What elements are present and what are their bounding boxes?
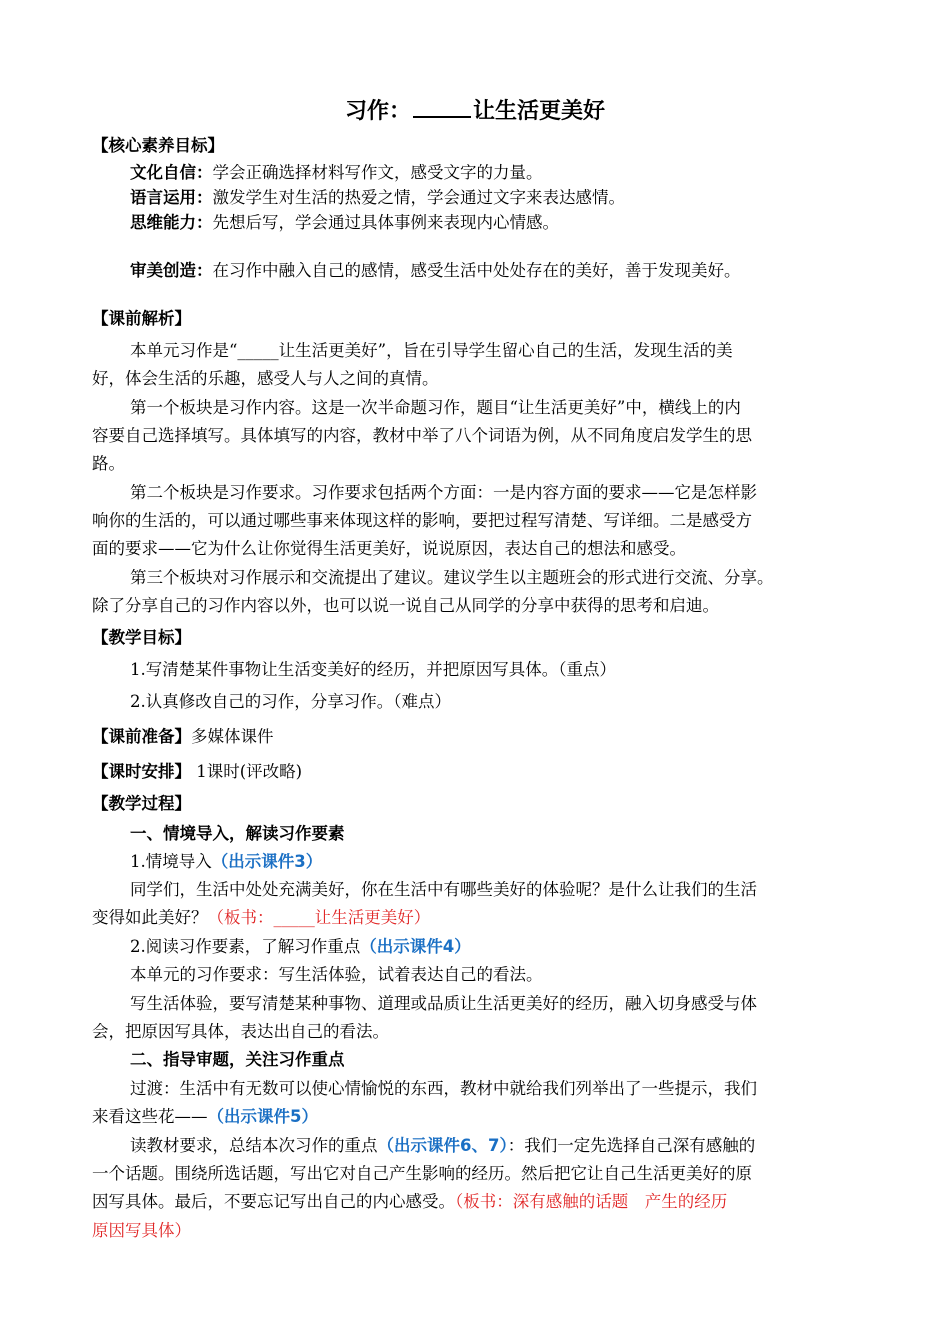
analysis-line: 第二个板块是习作要求。习作要求包括两个方面：一是内容方面的要求——它是怎样影 bbox=[130, 483, 757, 502]
analysis-line: 除了分享自己的习作内容以外，也可以说一说自己从同学的分享中获得的思考和启迪。 bbox=[92, 596, 719, 615]
body-line: 过渡：生活中有无数可以使心情愉悦的东西，教材中就给我们列举出了一些提示，我们 bbox=[130, 1079, 757, 1098]
analysis-line: 路。 bbox=[92, 454, 125, 473]
body-line: 来看这些花——（出示课件5） bbox=[92, 1107, 318, 1126]
body-line: 读教材要求，总结本次习作的重点（出示课件6、7）：我们一定先选择自己深有感触的 bbox=[130, 1136, 756, 1155]
section-heading-prep: 【课前准备】 bbox=[92, 727, 191, 746]
body-line: 因写具体。最后，不要忘记写出自己的内心感受。（板书：深有感触的话题 产生的经历 bbox=[92, 1192, 728, 1211]
analysis-line: 面的要求——它为什么让你觉得生活更美好，说说原因，表达自己的想法和感受。 bbox=[92, 539, 686, 558]
objective-item: 2.认真修改自己的习作，分享习作。（难点） bbox=[130, 692, 451, 711]
board-note: （板书：深有感触的话题 产生的经历 bbox=[455, 1192, 728, 1211]
body-line: 变得如此美好？（板书：_____让生活更美好） bbox=[92, 908, 431, 927]
title-suffix: 让生活更美好 bbox=[473, 99, 606, 124]
slide-tag: （出示课件4） bbox=[360, 937, 471, 956]
analysis-line: 响你的生活的，可以通过哪些事来体现这样的影响，要把过程写清楚、写详细。二是感受方 bbox=[92, 511, 752, 530]
step-line: 1.情境导入（出示课件3） bbox=[130, 852, 323, 871]
body-line: 本单元的习作要求：写生活体验，试着表达自己的看法。 bbox=[130, 965, 543, 984]
part-heading: 二、指导审题，关注习作重点 bbox=[130, 1050, 345, 1069]
title-blank bbox=[413, 98, 471, 118]
body-line: 一个话题。围绕所选话题，写出它对自己产生影响的经历。然后把它让自己生活更美好的原 bbox=[92, 1164, 752, 1183]
title-prefix: 习作： bbox=[344, 99, 411, 124]
goal-item: 审美创造：在习作中融入自己的感情，感受生活中处处存在的美好，善于发现美好。 bbox=[130, 261, 741, 280]
body-line: 会，把原因写具体，表达出自己的看法。 bbox=[92, 1022, 389, 1041]
board-note: 原因写具体） bbox=[92, 1221, 191, 1240]
objective-item: 1.写清楚某件事物让生活变美好的经历，并把原因写具体。（重点） bbox=[130, 660, 616, 679]
analysis-line: 第三个板块对习作展示和交流提出了建议。建议学生以主题班会的形式进行交流、分享。 bbox=[130, 568, 774, 587]
section-heading-schedule: 【课时安排】 bbox=[92, 762, 191, 781]
step-line: 2.阅读习作要素，了解习作重点（出示课件4） bbox=[130, 937, 471, 956]
slide-tag: （出示课件6、7） bbox=[377, 1136, 508, 1155]
slide-tag: （出示课件5） bbox=[207, 1107, 318, 1126]
section-heading-process: 【教学过程】 bbox=[92, 794, 191, 813]
section-heading-core: 【核心素养目标】 bbox=[92, 136, 224, 155]
goal-item: 文化自信：学会正确选择材料写作文，感受文字的力量。 bbox=[130, 163, 543, 182]
goal-item: 思维能力：先想后写，学会通过具体事例来表现内心情感。 bbox=[130, 213, 559, 232]
slide-tag: （出示课件3） bbox=[211, 852, 323, 871]
schedule-row: 【课时安排】 1课时(评改略) bbox=[92, 762, 303, 781]
prep-row: 【课前准备】多媒体课件 bbox=[92, 727, 274, 746]
analysis-line: 本单元习作是“_____让生活更美好”，旨在引导学生留心自己的生活，发现生活的美 bbox=[130, 341, 733, 360]
analysis-line: 第一个板块是习作内容。这是一次半命题习作，题目“让生活更美好”中，横线上的内 bbox=[130, 398, 741, 417]
section-heading-analysis: 【课前解析】 bbox=[92, 309, 191, 328]
board-note: （板书：_____让生活更美好） bbox=[207, 908, 431, 927]
analysis-line: 容要自己选择填写。具体填写的内容，教材中举了八个词语为例，从不同角度启发学生的思 bbox=[92, 426, 752, 445]
page-title bbox=[0, 94, 950, 125]
part-heading: 一、情境导入，解读习作要素 bbox=[130, 824, 345, 843]
goal-item: 语言运用：激发学生对生活的热爱之情，学会通过文字来表达感情。 bbox=[130, 188, 625, 207]
body-line: 写生活体验，要写清楚某种事物、道理或品质让生活更美好的经历，融入切身感受与体 bbox=[130, 994, 757, 1013]
section-heading-objectives: 【教学目标】 bbox=[92, 628, 191, 647]
body-line: 同学们，生活中处处充满美好，你在生活中有哪些美好的体验呢？是什么让我们的生活 bbox=[130, 880, 757, 899]
analysis-line: 好，体会生活的乐趣，感受人与人之间的真情。 bbox=[92, 369, 439, 388]
